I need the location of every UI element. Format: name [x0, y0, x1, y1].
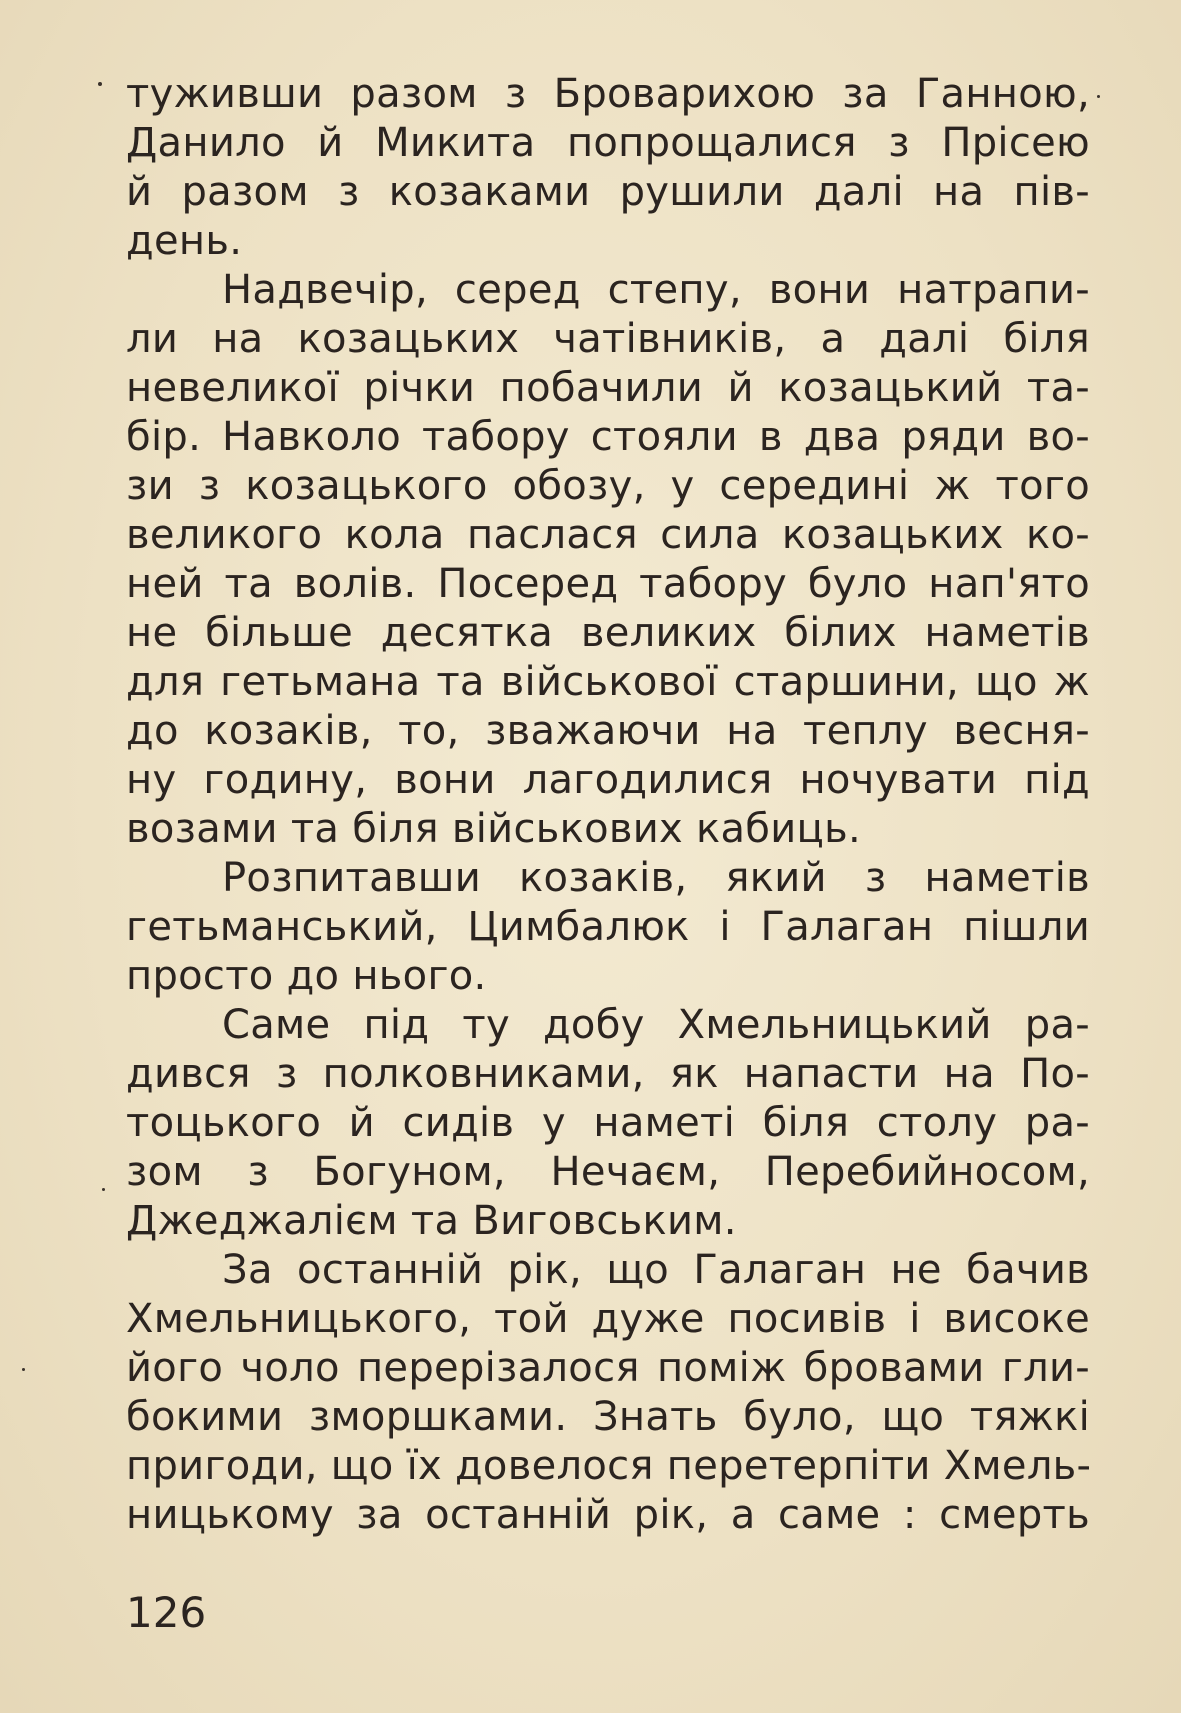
text-line: його чоло перерізалося поміж бровами гли- — [126, 1345, 1090, 1391]
text-line: Хмельницького, той дуже посивів і високе — [126, 1296, 1090, 1342]
text-line: для гетьмана та військової старшини, що ж — [126, 659, 1090, 705]
text-line: великого кола паслася сила козацьких ко- — [126, 512, 1090, 558]
text-line: бокими зморшками. Знать було, що тяжкі — [126, 1394, 1090, 1440]
text-line: Саме під ту добу Хмельницький ра- — [222, 1002, 1090, 1048]
text-line: ницькому за останній рік, а саме : смерть — [126, 1492, 1090, 1538]
text-line: зом з Богуном, Нечаєм, Перебийносом, — [126, 1149, 1090, 1195]
text-line: гетьманський, Цимбалюк і Галаган пішли — [126, 904, 1090, 950]
text-line: невеликої річки побачили й козацький та- — [126, 365, 1090, 411]
text-line: За останній рік, що Галаган не бачив — [222, 1247, 1090, 1293]
text-line: ней та волів. Посеред табору було нап'ято — [126, 561, 1090, 607]
text-line: туживши разом з Броварихою за Ганною, — [126, 71, 1090, 117]
text-line: зи з козацького обозу, у середині ж того — [126, 463, 1090, 509]
text-line: Данило й Микита попрощалися з Прісею — [126, 120, 1090, 166]
body-text — [126, 70, 1090, 1540]
text-line: Джеджалієм та Виговським. — [126, 1198, 737, 1244]
text-line: ну годину, вони лагодилися ночувати під — [126, 757, 1090, 803]
text-line: дився з полковниками, як напасти на По- — [126, 1051, 1090, 1097]
text-line: день. — [126, 218, 243, 264]
print-speck — [22, 1368, 25, 1371]
text-line: до козаків, то, зважаючи на теплу весня- — [126, 708, 1090, 754]
text-line: просто до нього. — [126, 953, 487, 999]
text-line: й разом з козаками рушили далі на пів- — [126, 169, 1090, 215]
print-speck — [1097, 95, 1100, 98]
text-line: не більше десятка великих білих наметів — [126, 610, 1090, 656]
text-line: ли на козацьких чатівників, а далі біля — [126, 316, 1090, 362]
text-line: Надвечір, серед степу, вони натрапи- — [222, 267, 1090, 313]
text-line: Розпитавши козаків, який з наметів — [222, 855, 1090, 901]
text-line: тоцького й сидів у наметі біля столу ра- — [126, 1100, 1090, 1146]
page-number: 126 — [126, 1588, 207, 1637]
text-line: возами та біля військових кабиць. — [126, 806, 861, 852]
print-speck — [98, 82, 102, 86]
print-speck — [102, 1188, 105, 1191]
text-line: пригоди, що їх довелося перетерпіти Хмель- — [126, 1443, 1092, 1489]
text-line: бір. Навколо табору стояли в два ряди во- — [126, 414, 1090, 460]
